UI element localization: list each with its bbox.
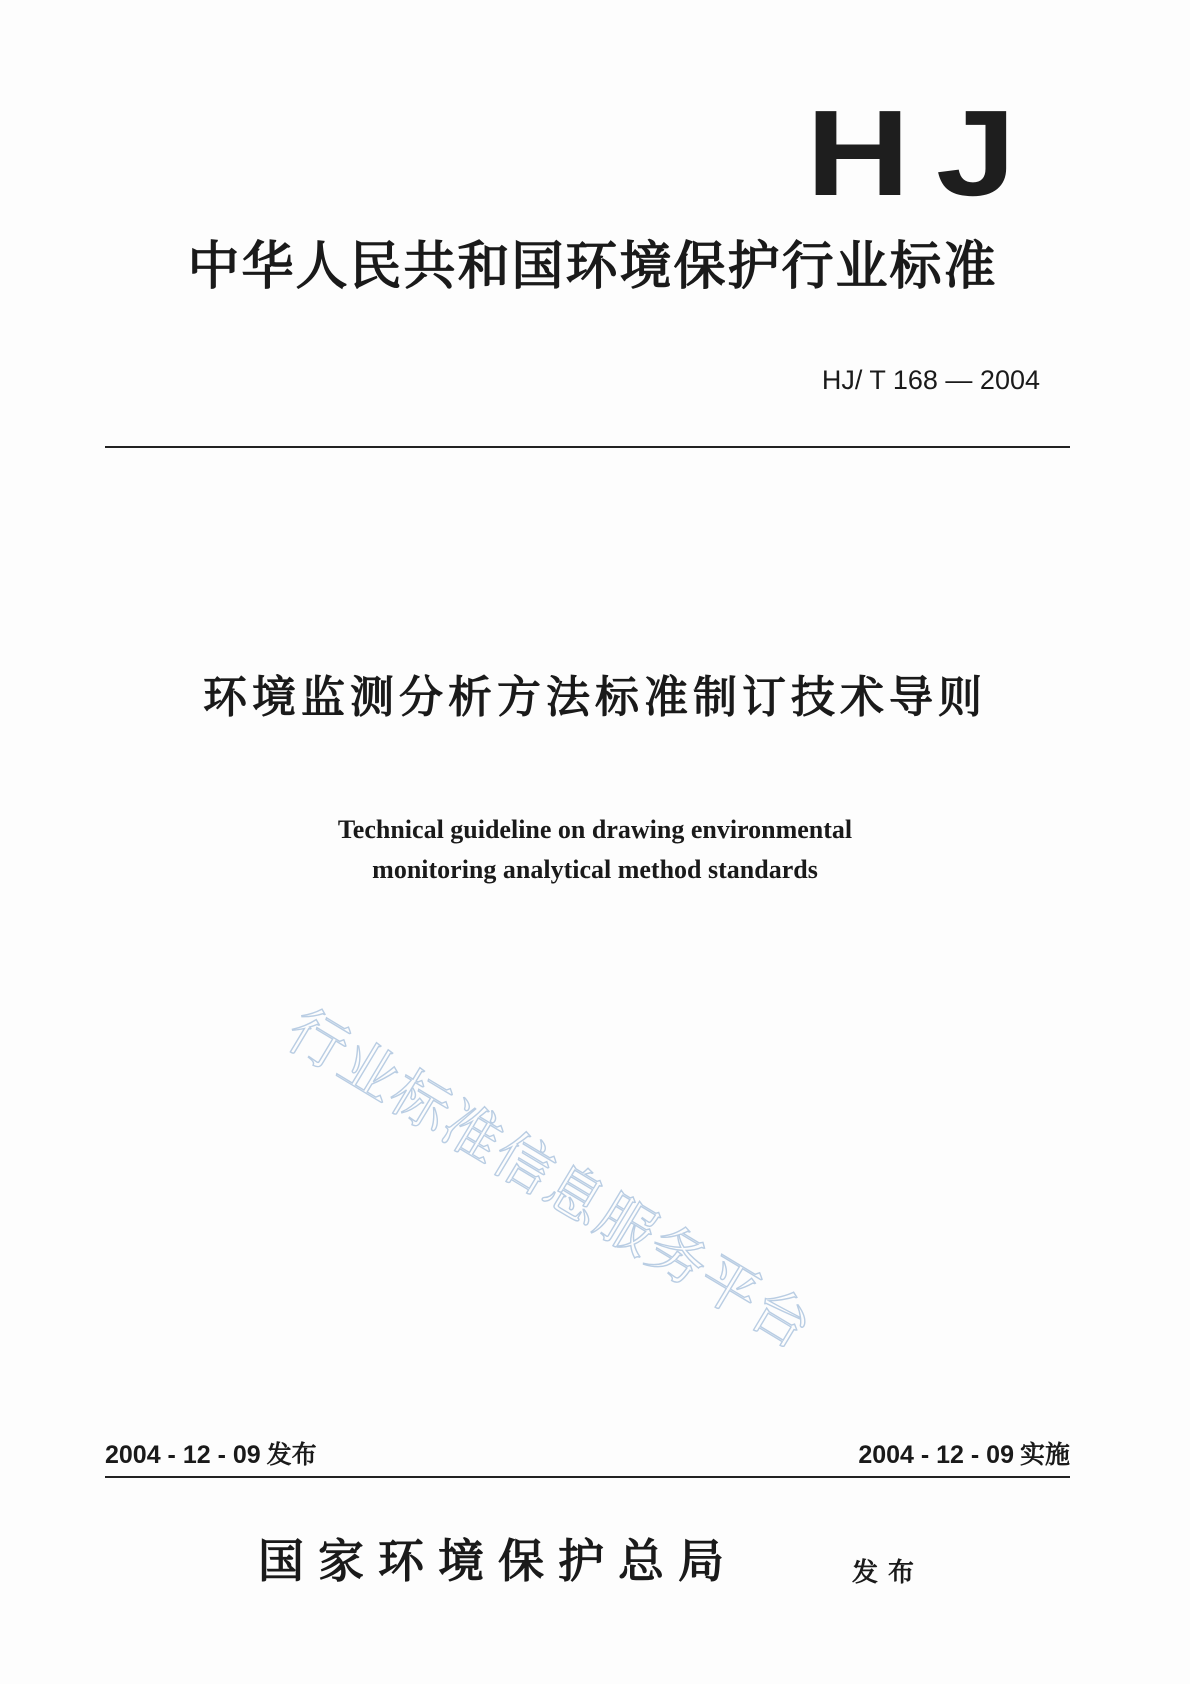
watermark: 行业标准信息服务平台: [275, 995, 825, 1364]
title-chinese: 环境监测分析方法标准制订技术导则: [203, 672, 987, 723]
issuer-name: 国家环境保护总局: [258, 1534, 738, 1588]
implement-date-row: [858, 1440, 1070, 1470]
issue-label: 发布: [266, 1440, 317, 1469]
issuer-suffix: 发布: [852, 1558, 925, 1588]
bottom-divider: [105, 1476, 1070, 1478]
standard-category-heading: 中华人民共和国环境保护行业标准: [187, 237, 998, 297]
title-english-line-1: Technical guideline on drawing environmental: [337, 815, 853, 844]
implement-label: 实施: [1019, 1440, 1070, 1469]
title-english-line-2: monitoring analytical method standards: [372, 855, 818, 884]
hj-logo: HJ: [806, 85, 1042, 221]
issue-date-row: [105, 1440, 317, 1470]
top-divider: [105, 446, 1070, 448]
issue-date: 2004 - 12 - 09: [105, 1441, 261, 1469]
title-english: [0, 810, 1190, 890]
implement-date: 2004 - 12 - 09: [858, 1441, 1014, 1469]
standard-number: HJ/ T 168 — 2004: [821, 365, 1040, 395]
